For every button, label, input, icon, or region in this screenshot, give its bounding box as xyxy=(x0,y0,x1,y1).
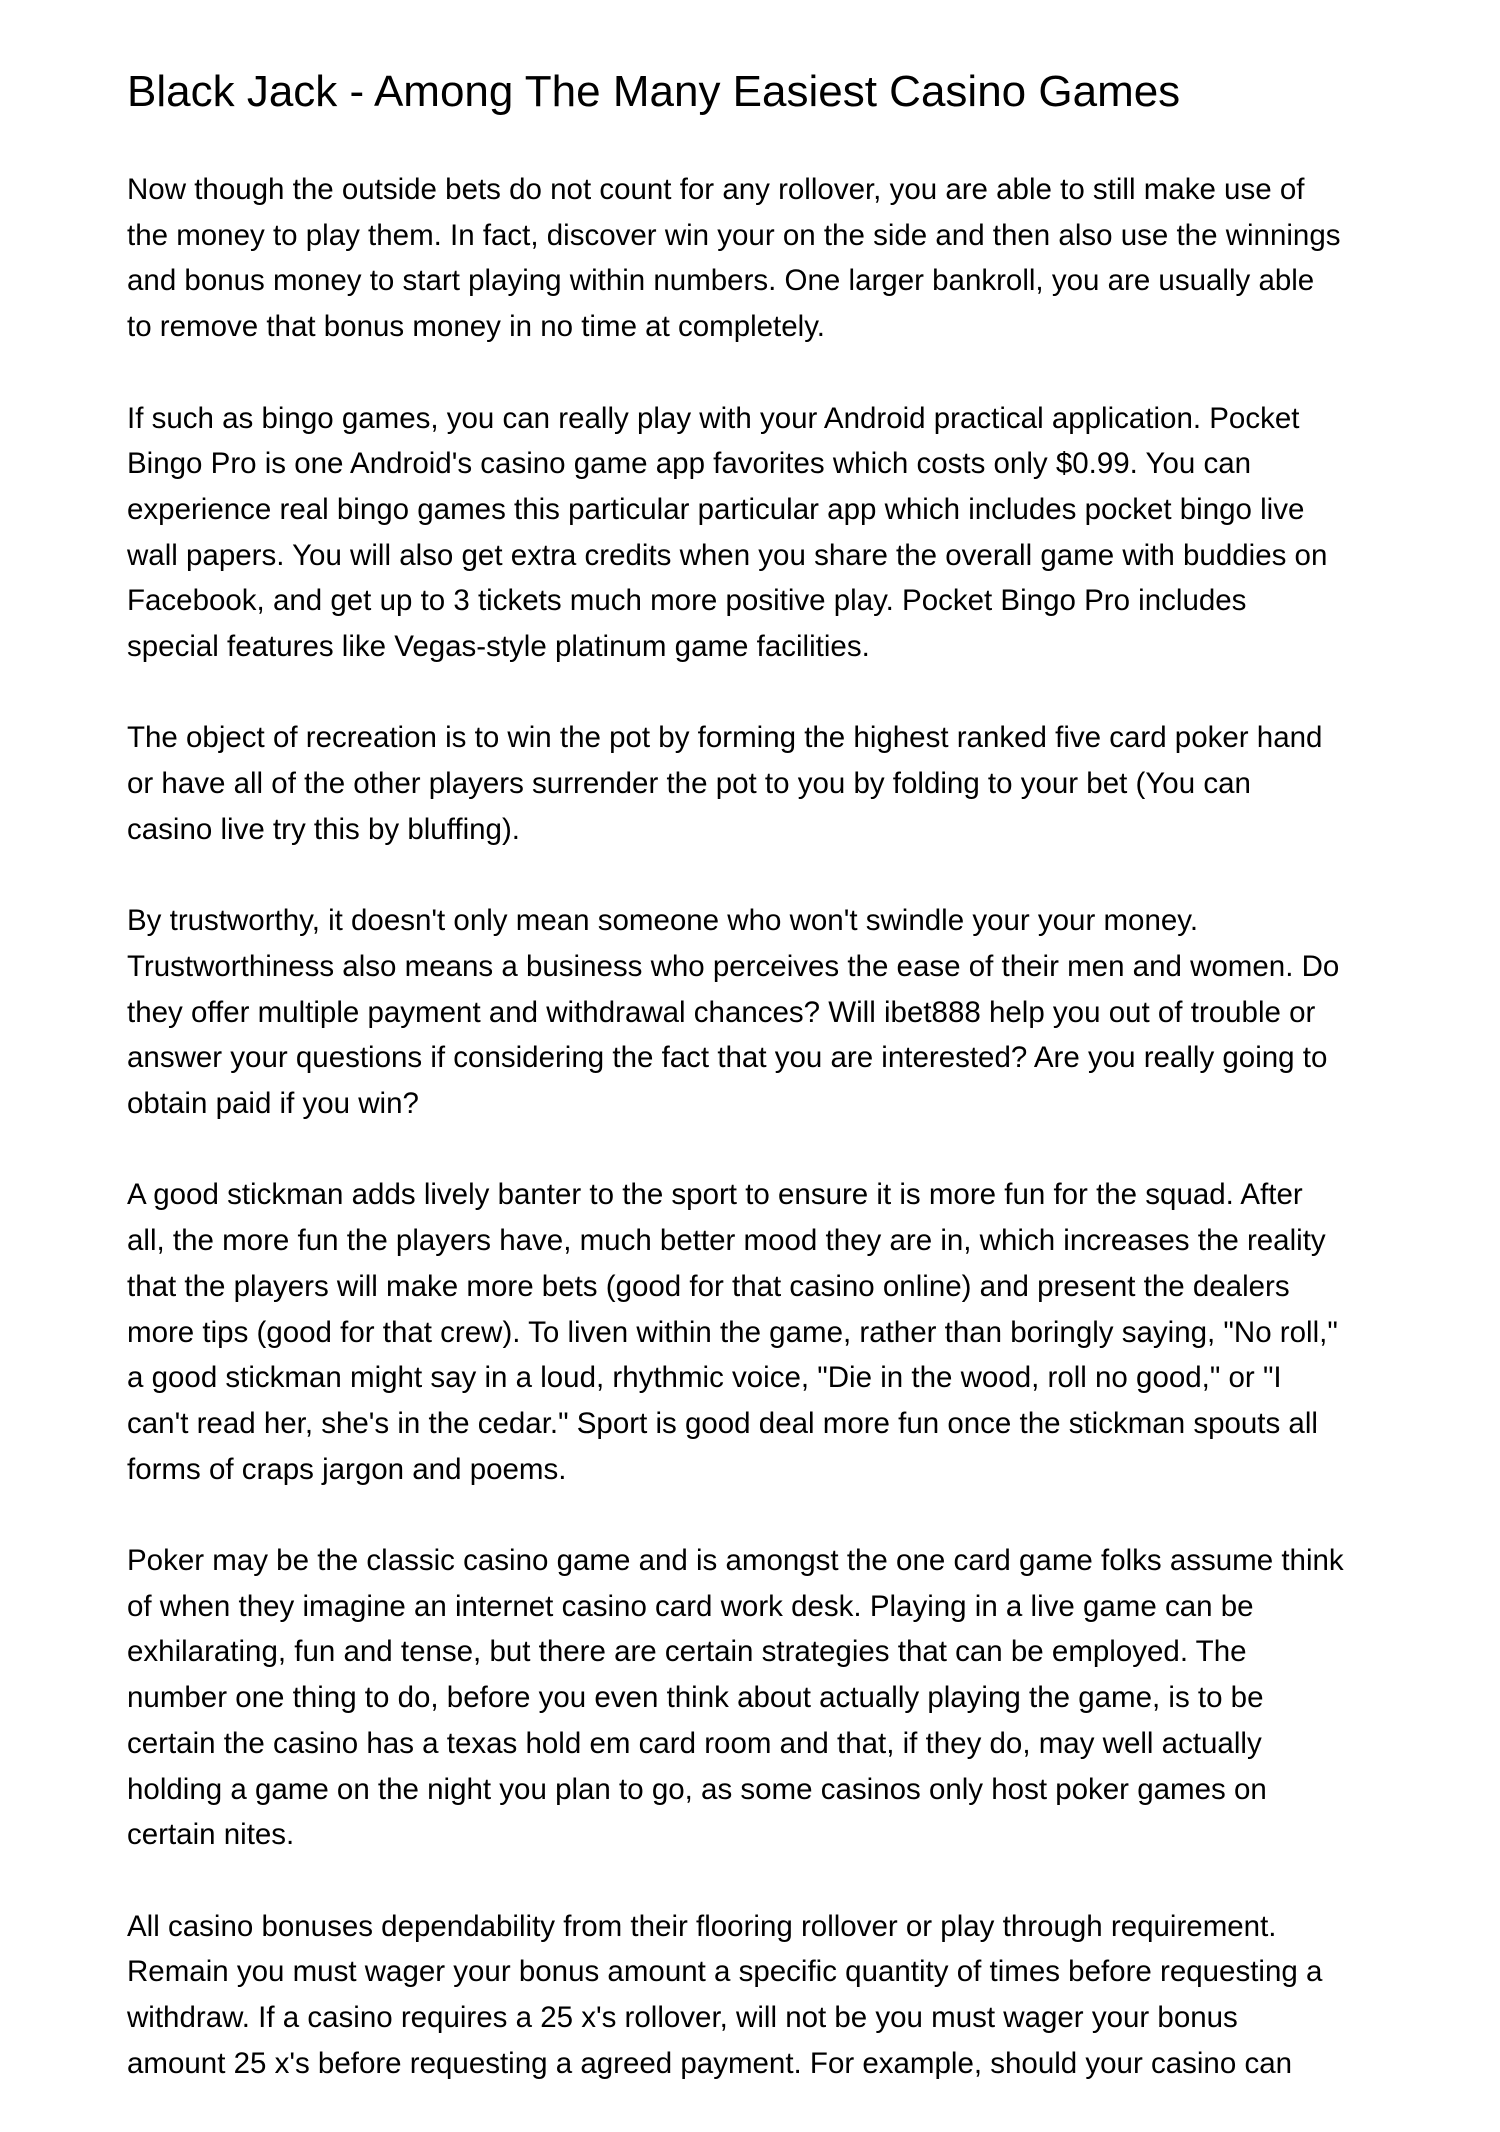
text-line: If such as bingo games, you can really play with your Android practical application. Pocket xyxy=(127,401,1300,435)
paragraph xyxy=(127,167,1427,350)
paragraph xyxy=(127,396,1427,670)
text-line: casino live try this by bluffing). xyxy=(127,812,520,846)
text-line: Poker may be the classic casino game and is amongst the one card game folks assume think xyxy=(127,1544,1344,1578)
text-line: Facebook, and get up to 3 tickets much more positive play. Pocket Bingo Pro includes xyxy=(127,584,1247,618)
text-line: exhilarating, fun and tense, but there are certain strategies that can be employed. The xyxy=(127,1635,1247,1669)
text-line: A good stickman adds lively banter to the sport to ensure it is more fun for the squad. After xyxy=(127,1178,1303,1212)
text-line: of when they imagine an internet casino card work desk. Playing in a live game can be xyxy=(127,1589,1254,1623)
article-body xyxy=(127,167,1427,2132)
text-line: forms of craps jargon and poems. xyxy=(127,1452,567,1486)
text-line: By trustworthy, it doesn't only mean someone who won't swindle your your money. xyxy=(127,904,1199,938)
paragraph xyxy=(127,1172,1427,1492)
text-line: or have all of the other players surrender the pot to you by folding to your bet (You can xyxy=(127,767,1251,801)
text-line: and bonus money to start playing within numbers. One larger bankroll, you are usually able xyxy=(127,264,1315,298)
text-line: more tips (good for that crew). To liven within the game, rather than boringly saying, "No roll," xyxy=(127,1315,1338,1349)
text-line: The object of recreation is to win the pot by forming the highest ranked five card poker hand xyxy=(127,721,1323,755)
text-line: Remain you must wager your bonus amount a specific quantity of times before requesting a xyxy=(127,1955,1323,1989)
page-title: Black Jack - Among The Many Easiest Casino Games xyxy=(127,67,1181,116)
text-line: Trustworthiness also means a business who perceives the ease of their men and women. Do xyxy=(127,949,1340,983)
text-line: to remove that bonus money in no time at completely. xyxy=(127,310,825,344)
paragraph xyxy=(127,1904,1427,2087)
paragraph xyxy=(127,715,1427,852)
text-line: answer your questions if considering the fact that you are interested? Are you really going to xyxy=(127,1041,1328,1075)
text-line: can't read her, she's in the cedar." Sport is good deal more fun once the stickman spouts all xyxy=(127,1406,1318,1440)
text-line: all, the more fun the players have, much better mood they are in, which increases the reality xyxy=(127,1224,1326,1258)
text-line: that the players will make more bets (good for that casino online) and present the dealers xyxy=(127,1269,1290,1303)
text-line: Bingo Pro is one Android's casino game app favorites which costs only $0.99. You can xyxy=(127,447,1252,481)
text-line: certain the casino has a texas hold em card room and that, if they do, may well actually xyxy=(127,1726,1262,1760)
text-line: holding a game on the night you plan to go, as some casinos only host poker games on xyxy=(127,1772,1267,1806)
text-line: withdraw. If a casino requires a 25 x's rollover, will not be you must wager your bonus xyxy=(127,2001,1238,2035)
text-line: obtain paid if you win? xyxy=(127,1087,419,1121)
text-line: certain nites. xyxy=(127,1818,295,1852)
text-line: number one thing to do, before you even think about actually playing the game, is to be xyxy=(127,1681,1264,1715)
text-line: a good stickman might say in a loud, rhythmic voice, "Die in the wood, roll no good," or "I xyxy=(127,1361,1282,1395)
text-line: experience real bingo games this particular particular app which includes pocket bingo live xyxy=(127,492,1305,526)
text-line: All casino bonuses dependability from their flooring rollover or play through requirement. xyxy=(127,1909,1277,1943)
text-line: amount 25 x's before requesting a agreed payment. For example, should your casino can xyxy=(127,2046,1293,2080)
paragraph xyxy=(127,1538,1427,1858)
text-line: they offer multiple payment and withdrawal chances? Will ibet888 help you out of trouble or xyxy=(127,995,1316,1029)
text-line: Now though the outside bets do not count for any rollover, you are able to still make use of xyxy=(127,173,1305,206)
text-line: wall papers. You will also get extra credits when you share the overall game with buddies on xyxy=(127,538,1328,572)
text-line: the money to play them. In fact, discover win your on the side and then also use the winnings xyxy=(127,218,1341,252)
text-line: special features like Vegas-style platinum game facilities. xyxy=(127,630,870,664)
paragraph xyxy=(127,898,1427,1127)
